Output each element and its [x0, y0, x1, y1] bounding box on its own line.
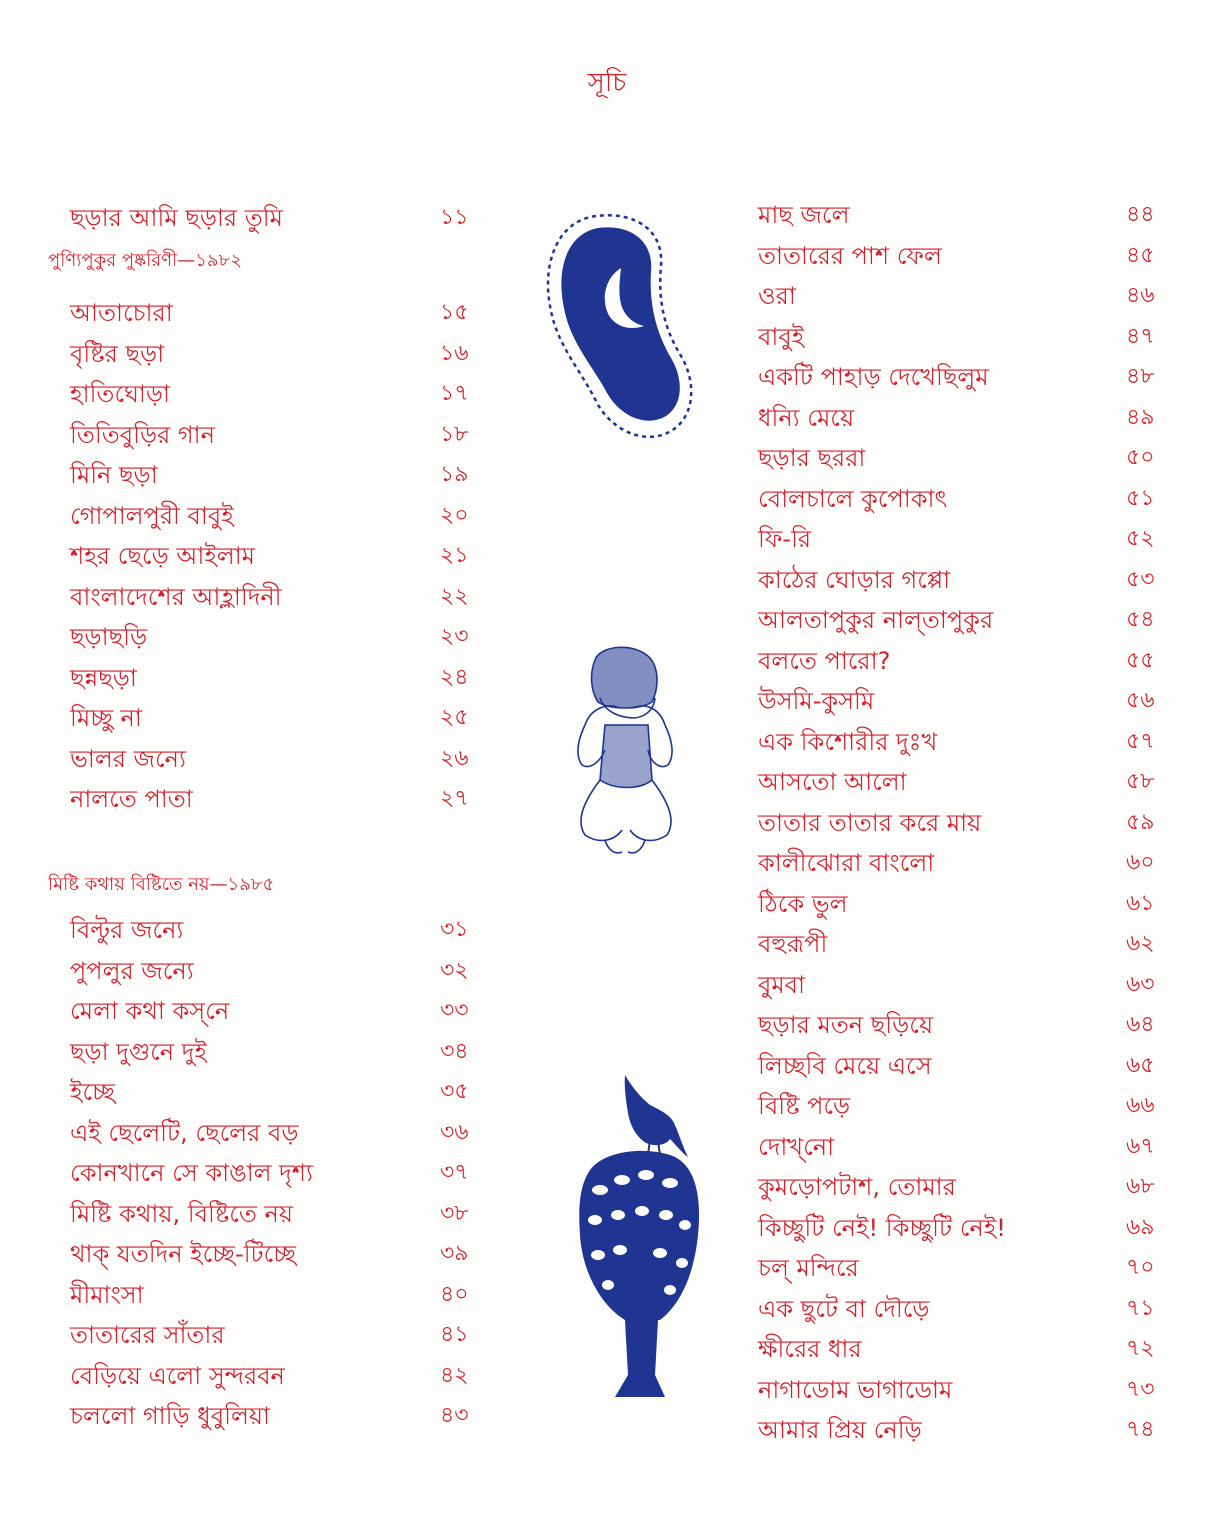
toc-title: ছড়ার ছররা	[758, 444, 866, 472]
toc-page: ৭০	[1126, 1255, 1155, 1280]
toc-page: ৪৪	[1126, 202, 1155, 227]
toc-entry[interactable]	[70, 415, 500, 455]
toc-entry[interactable]	[70, 739, 500, 779]
toc-title: তিতিবুড়ির গান	[70, 420, 215, 449]
toc-page: ৪২	[440, 1362, 469, 1388]
toc-title: ক্ষীরের ধার	[758, 1335, 862, 1363]
toc-title: চললো গাড়ি ধুবুলিয়া	[70, 1402, 270, 1430]
toc-page: ৪৮	[1126, 364, 1155, 389]
toc-title: বৃষ্টির ছড়া	[70, 339, 165, 368]
toc-page: ৫৯	[1126, 809, 1155, 835]
toc-entry[interactable]	[70, 658, 500, 698]
toc-title: ছড়ার আমি ছড়ার তুমি	[70, 204, 283, 232]
toc-page: ৩৮	[440, 1200, 469, 1226]
toc-title: বলতে পারো?	[758, 646, 891, 675]
toc-title: ফি-রি	[758, 525, 812, 553]
toc-page: ২০	[440, 502, 469, 528]
toc-title: ছড়া দুগুনে দুই	[70, 1037, 207, 1066]
toc-page: ৫৬	[1126, 688, 1155, 713]
toc-entry[interactable]	[70, 198, 490, 238]
toc-title: ইচ্ছে	[70, 1078, 115, 1106]
toc-title: বিষ্টি পড়ে	[758, 1092, 851, 1120]
toc-entry[interactable]	[758, 762, 1186, 802]
toc-page: ৫৩	[1126, 566, 1155, 592]
toc-title: বাংলাদেশের আহ্লাদিনী	[70, 582, 282, 611]
toc-title: বেড়িয়ে এলো সুন্দরবন	[70, 1361, 285, 1390]
toc-page: ৬৫	[1126, 1052, 1155, 1078]
toc-entry[interactable]	[70, 617, 500, 657]
toc-entry[interactable]	[70, 1032, 500, 1072]
toc-page: ১৭	[440, 381, 469, 406]
section-heading: পুণ্যিপুকুর পুষ্করিণী—১৯৮২	[48, 250, 242, 271]
toc-entry[interactable]	[758, 357, 1186, 397]
toc-entry[interactable]	[70, 1356, 500, 1396]
toc-entry[interactable]	[758, 317, 1186, 357]
toc-entry[interactable]	[758, 965, 1186, 1005]
toc-title: ভালর জন্যে	[70, 744, 186, 773]
toc-page: ৩৭	[440, 1160, 469, 1185]
toc-entry[interactable]	[758, 236, 1186, 276]
toc-entry[interactable]	[70, 496, 500, 536]
toc-page: ৫১	[1126, 485, 1155, 511]
toc-page: ২৭	[440, 786, 469, 811]
toc-title: মাছ জলে	[758, 201, 850, 229]
toc-title: এক ছুটে বা দৌড়ে	[758, 1294, 930, 1323]
toc-entry[interactable]	[758, 600, 1186, 640]
toc-entry[interactable]	[758, 843, 1186, 883]
toc-entry[interactable]	[70, 374, 500, 414]
page-title: সূচি	[587, 68, 627, 98]
toc-entry[interactable]	[70, 1153, 500, 1193]
toc-page: ৫৭	[1126, 728, 1155, 754]
toc-page: ৪৭	[1126, 323, 1155, 349]
toc-entry[interactable]	[758, 276, 1186, 316]
toc-title: তাতার তাতার করে মায়	[758, 808, 982, 837]
toc-entry[interactable]	[70, 455, 500, 495]
toc-title: কাঠের ঘোড়ার গপ্পো	[758, 565, 951, 594]
toc-entry[interactable]	[70, 1396, 500, 1436]
toc-entry[interactable]	[758, 641, 1186, 681]
toc-page: ৬০	[1126, 850, 1155, 875]
toc-title: ঠিকে ভুল	[758, 889, 848, 918]
toc-page: ৬৯	[1126, 1214, 1155, 1240]
toc-page: ৩৬	[440, 1119, 469, 1145]
toc-entry[interactable]	[70, 1194, 500, 1234]
toc-title: বিল্টুর জন্যে	[70, 916, 184, 944]
toc-page: ৭৩	[1126, 1376, 1155, 1402]
toc-page: ৪৩	[440, 1403, 469, 1428]
toc-page: ৫৪	[1126, 607, 1155, 632]
toc-page: ৩১	[440, 917, 469, 942]
toc-title: একটি পাহাড় দেখেছিলুম	[758, 363, 989, 391]
toc-page: ৬২	[1126, 931, 1155, 956]
toc-entry[interactable]	[758, 479, 1186, 519]
toc-title: বুমবা	[758, 970, 806, 999]
toc-title: উসমি-কুসমি	[758, 687, 875, 715]
toc-title: মিষ্টি কথায়, বিষ্টিতে নয়	[70, 1199, 293, 1228]
toc-entry[interactable]	[70, 951, 500, 991]
toc-entry[interactable]	[758, 1329, 1186, 1369]
toc-page: ৫৫	[1126, 647, 1155, 673]
toc-entry[interactable]	[70, 1234, 500, 1274]
toc-entry[interactable]	[70, 779, 500, 819]
toc-title: ওরা	[758, 282, 796, 310]
toc-entry[interactable]	[758, 398, 1186, 438]
toc-page: ৩৪	[440, 1038, 469, 1064]
toc-page: ৪৬	[1126, 283, 1155, 308]
toc-page: ১৬	[440, 340, 469, 366]
toc-page: ২২	[440, 583, 469, 609]
toc-entry[interactable]	[70, 991, 500, 1031]
toc-title: থাক্ যতদিন ইচ্ছে-টিচ্ছে	[70, 1240, 296, 1268]
toc-title: নালতে পাতা	[70, 785, 193, 813]
toc-entry[interactable]	[70, 536, 500, 576]
toc-entry[interactable]	[758, 1086, 1186, 1126]
toc-page: ৩২	[440, 957, 469, 983]
toc-title: কালীঝোরা বাংলো	[758, 849, 935, 877]
toc-entry[interactable]	[70, 334, 500, 374]
toc-title: বোলচালে কুপোকাৎ	[758, 484, 948, 513]
toc-entry[interactable]	[70, 577, 500, 617]
toc-title: তাতারের পাশ ফেল	[758, 241, 942, 270]
toc-page: ৩৩	[440, 998, 469, 1023]
toc-entry[interactable]	[758, 803, 1186, 843]
toc-entry[interactable]	[758, 1046, 1186, 1086]
toc-page: ৬৪	[1126, 1012, 1155, 1037]
toc-page: ৬৭	[1126, 1133, 1155, 1159]
toc-entry[interactable]	[758, 438, 1186, 478]
toc-title: তাতারের সাঁতার	[70, 1321, 225, 1349]
toc-title: ছন্নছড়া	[70, 663, 137, 692]
toc-title: ছড়াছড়ি	[70, 623, 148, 651]
toc-title: নাগাডোম ভাগাডোম	[758, 1375, 953, 1404]
toc-title: আলতাপুকুর নাল্‌তাপুকুর	[758, 606, 994, 634]
toc-entry[interactable]	[758, 195, 1186, 235]
bird-on-tree-icon	[570, 1075, 710, 1405]
toc-title: মেলা কথা কস্‌নে	[70, 997, 230, 1025]
toc-entry[interactable]	[758, 1410, 1186, 1450]
toc-page: ৪৯	[1126, 404, 1155, 430]
toc-page: ৬৩	[1126, 971, 1155, 997]
toc-page: ৪১	[440, 1322, 469, 1347]
toc-title: ছড়ার মতন ছড়িয়ে	[758, 1011, 934, 1039]
toc-title: আসতো আলো	[758, 768, 907, 796]
toc-entry[interactable]	[70, 910, 500, 950]
toc-title: এই ছেলেটি, ছেলের বড়	[70, 1118, 299, 1147]
toc-entry[interactable]	[758, 924, 1186, 964]
toc-title: কিচ্ছুটি নেই! কিচ্ছুটি নেই!	[758, 1213, 1006, 1242]
child-covering-eyes-icon	[560, 640, 690, 865]
toc-page: ৬৬	[1126, 1093, 1155, 1118]
toc-page: ২৩	[440, 624, 469, 649]
toc-title: চল্ মন্দিরে	[758, 1254, 859, 1282]
toc-entry[interactable]	[70, 1113, 500, 1153]
toc-entry[interactable]	[758, 1208, 1186, 1248]
toc-page: ২৪	[440, 664, 469, 690]
toc-entry[interactable]	[70, 1072, 500, 1112]
toc-entry[interactable]	[758, 560, 1186, 600]
toc-page: ৬১	[1126, 890, 1155, 916]
toc-title: মিচ্ছু না	[70, 704, 142, 732]
toc-entry[interactable]	[758, 681, 1186, 721]
toc-page: ১৯	[440, 462, 469, 487]
toc-title: লিচ্ছবি মেয়ে এসে	[758, 1051, 932, 1080]
toc-page: ৫৮	[1126, 769, 1155, 794]
toc-page: ৭১	[1126, 1295, 1155, 1321]
toc-page: ১৮	[440, 421, 469, 447]
moon-bean-icon	[536, 206, 706, 456]
toc-entry[interactable]	[758, 1248, 1186, 1288]
toc-title: ধন্যি মেয়ে	[758, 403, 855, 432]
toc-entry[interactable]	[70, 698, 500, 738]
toc-entry[interactable]	[70, 1315, 500, 1355]
toc-title: বাবুই	[758, 322, 805, 351]
toc-page: ৭২	[1126, 1336, 1155, 1361]
toc-title: আমার প্রিয় নেড়ি	[758, 1416, 922, 1444]
toc-entry[interactable]	[758, 1167, 1186, 1207]
toc-title: মিনি ছড়া	[70, 461, 158, 489]
toc-entry[interactable]	[758, 1370, 1186, 1410]
toc-title: এক কিশোরীর দুঃখ	[758, 727, 938, 756]
toc-title: গোপালপুরী বাবুই	[70, 501, 234, 530]
toc-page: ৩৯	[440, 1241, 469, 1266]
toc-page: ১৫	[440, 300, 469, 325]
toc-title: দোখ্‌নো	[758, 1132, 835, 1161]
toc-page: ৫২	[1126, 526, 1155, 551]
toc-title: কুমড়োপটাশ, তোমার	[758, 1173, 956, 1201]
toc-title: আতাচোরা	[70, 299, 173, 327]
toc-title: শহর ছেড়ে আইলাম	[70, 542, 255, 570]
toc-page: ২৫	[440, 705, 469, 730]
toc-entry[interactable]	[758, 884, 1186, 924]
toc-entry[interactable]	[758, 722, 1186, 762]
toc-page: ৪০	[440, 1281, 469, 1307]
toc-title: মীমাংসা	[70, 1280, 144, 1309]
toc-entry[interactable]	[70, 293, 500, 333]
toc-entry[interactable]	[758, 519, 1186, 559]
toc-page: ২৬	[440, 745, 469, 771]
toc-title: পুপলুর জন্যে	[70, 956, 194, 985]
toc-title: বহুরূপী	[758, 930, 828, 958]
toc-page: ৩৫	[440, 1079, 469, 1104]
toc-page: ২১	[440, 543, 469, 568]
toc-page: ৫০	[1126, 445, 1155, 470]
toc-title: কোনখানে সে কাঙাল দৃশ্য	[70, 1159, 313, 1187]
toc-page: ৬৮	[1126, 1174, 1155, 1199]
toc-title: হাতিঘোড়া	[70, 380, 170, 408]
toc-page: ৪৫	[1126, 242, 1155, 268]
toc-entry[interactable]	[758, 1005, 1186, 1045]
section-heading: মিষ্টি কথায় বিষ্টিতে নয়—১৯৮৫	[48, 874, 275, 895]
toc-page: ৭৪	[1126, 1417, 1155, 1442]
toc-entry[interactable]	[70, 1275, 500, 1315]
toc-page: ১১	[440, 205, 469, 230]
toc-entry[interactable]	[758, 1127, 1186, 1167]
toc-entry[interactable]	[758, 1289, 1186, 1329]
